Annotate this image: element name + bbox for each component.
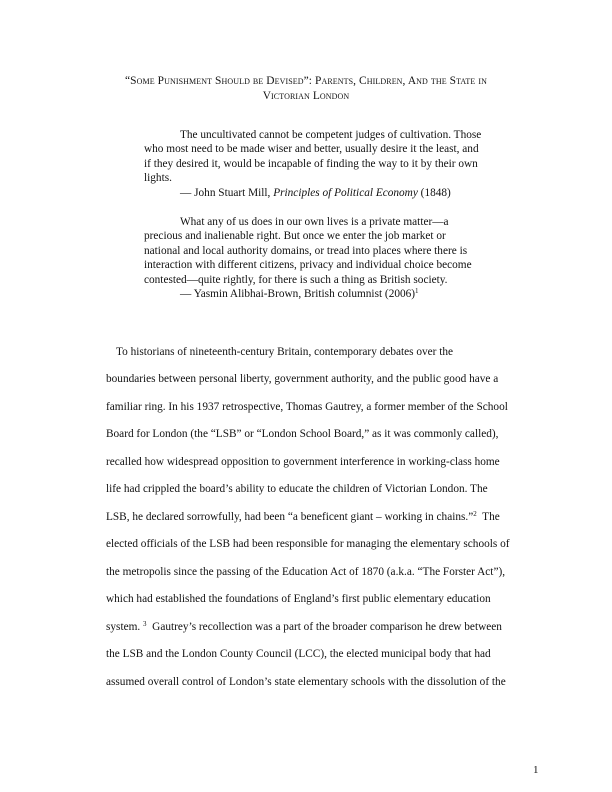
epigraph-line: contested—quite rightly, for there is such a thing as British society.	[144, 273, 448, 286]
body-line: assumed overall control of London’s state elementary schools with the dissolution of the	[106, 676, 506, 688]
attribution-year: (1848)	[417, 186, 451, 199]
epigraph-line: if they desired it, would be incapable of finding the way to it by their own	[144, 157, 478, 170]
footnote-ref-3[interactable]: 3	[143, 620, 147, 628]
body-line: which had established the foundations of England’s first public elementary education	[106, 593, 491, 605]
epigraph-line: precious and inalienable right. But once we enter the job market or	[144, 230, 446, 243]
attribution-work-title: Principles of Political Economy	[273, 186, 418, 199]
epigraph-attribution	[144, 287, 504, 301]
body-line-text: The	[476, 511, 500, 523]
epigraph-attribution	[144, 186, 504, 200]
body-line-text: system.	[106, 621, 144, 633]
footnote-ref-2[interactable]: 2	[473, 510, 477, 518]
body-line: To historians of nineteenth-century Britain, contemporary debates over the	[116, 346, 454, 358]
attribution-text: — Yasmin Alibhai-Brown, British columnist (2006)	[180, 288, 416, 301]
epigraph-line: lights.	[144, 172, 172, 185]
document-title	[90, 74, 522, 104]
epigraph-alibhai-brown	[144, 215, 504, 301]
body-line: boundaries between personal liberty, government authority, and the public good have a	[106, 373, 499, 385]
body-line-text: LSB, he declared sorrowfully, had been “a beneficent giant – working in chains.”	[106, 511, 474, 523]
epigraph-line: who most need to be made wiser and better, usually desire it the least, and	[144, 143, 479, 156]
body-line-text: Gautrey’s recollection was a part of the broader comparison he drew between	[146, 621, 502, 633]
body-line: life had crippled the board’s ability to educate the children of Victorian London. The	[106, 483, 488, 495]
body-line: Board for London (the “LSB” or “London School Board,” as it was commonly called),	[106, 428, 499, 440]
epigraph-line: What any of us does in our own lives is a private matter—a	[180, 216, 449, 228]
page-number: 1	[533, 764, 539, 776]
body-line	[106, 621, 502, 633]
title-line-1: “Some Punishment Should be Devised”: Parents, Children, And the State in	[125, 75, 487, 87]
body-line: the metropolis since the passing of the Education Act of 1870 (a.k.a. “The Forster Act”),	[106, 566, 506, 578]
body-line: elected officials of the LSB had been responsible for managing the elementary schools of	[106, 538, 510, 550]
epigraph-line: national and local authority domains, or tread into places where there is	[144, 244, 468, 257]
epigraph-line: interaction with different citizens, privacy and individual choice become	[144, 259, 472, 272]
attribution-author: — John Stuart Mill,	[180, 186, 274, 199]
body-line: the LSB and the London County Council (LCC), the elected municipal body that had	[106, 648, 491, 660]
body-line: familiar ring. In his 1937 retrospective, Thomas Gautrey, a former member of the School	[106, 401, 508, 413]
epigraph-mill	[144, 128, 504, 200]
body-line	[106, 511, 500, 523]
body-line: recalled how widespread opposition to government interference in working-class home	[106, 456, 500, 468]
title-line-2: Victorian London	[262, 90, 350, 102]
footnote-ref-1[interactable]: 1	[415, 287, 419, 296]
epigraph-line: The uncultivated cannot be competent judges of cultivation. Those	[180, 129, 482, 141]
